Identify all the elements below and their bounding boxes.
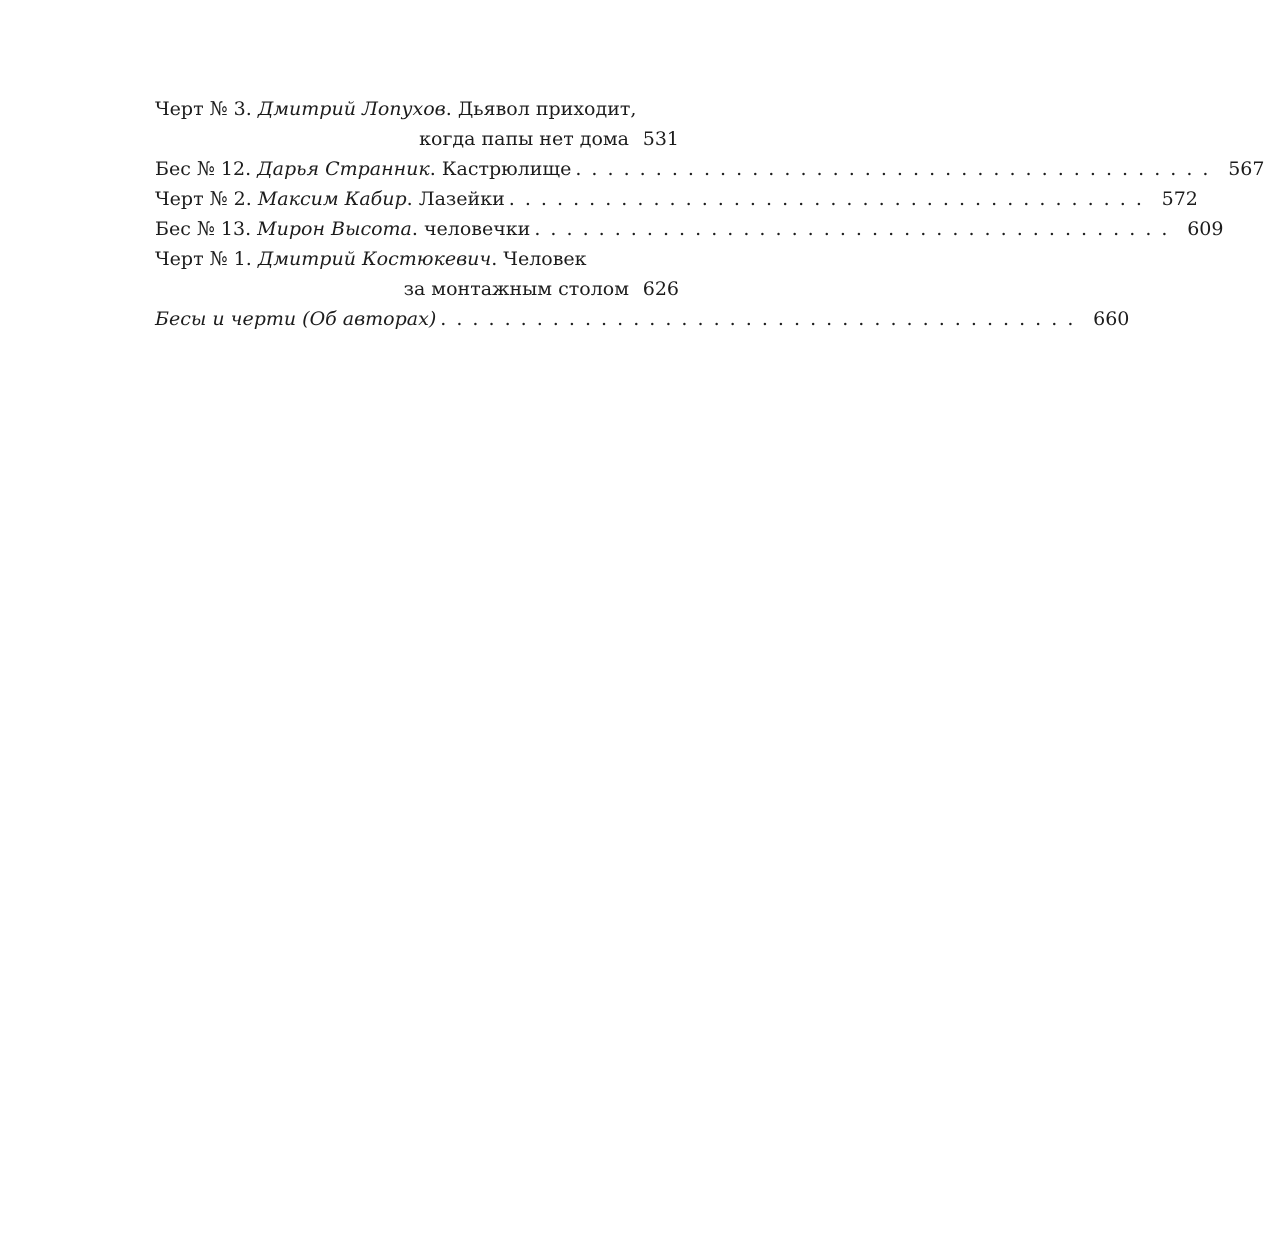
toc-entry[interactable]	[155, 154, 1264, 184]
entry-title: . человечки	[411, 218, 531, 240]
entry-title: . Человек	[491, 248, 587, 270]
entry-page-number: 660	[1093, 308, 1130, 330]
entry-title-continued: когда папы нет дома	[419, 128, 629, 150]
entry-title: . Кастрюлище	[429, 158, 572, 180]
entry-prefix: Бес № 12.	[155, 158, 258, 180]
entry-prefix: Черт № 2.	[155, 188, 258, 210]
toc-entry[interactable]	[155, 214, 1224, 244]
dot-leader: . . . . . . . . . . . . . . . . . . . . . . . . . . . . . . . . . . . . . . . .	[534, 218, 1170, 240]
entry-author: Дарья Странник	[257, 158, 430, 180]
entry-author: Мирон Высота	[257, 218, 412, 240]
toc-entry-line	[155, 184, 1198, 214]
entry-title: Бесы и черти (Об авторах)	[155, 308, 437, 330]
toc-entry-line	[155, 304, 1130, 334]
entry-page-number: 531	[642, 128, 679, 150]
entry-prefix: Бес № 13.	[155, 218, 258, 240]
entry-author: Максим Кабир	[257, 188, 407, 210]
table-of-contents	[155, 94, 1264, 334]
entry-page-number: 626	[642, 278, 679, 300]
entry-prefix: Черт № 1.	[155, 248, 258, 270]
toc-entry-line	[155, 214, 1224, 244]
entry-title-continued: за монтажным столом	[403, 278, 629, 300]
dot-leader: . . . . . . . . . . . . . . . . . . . . . . . . . . . . . . . . . . . . . . . .	[575, 158, 1211, 180]
toc-entry[interactable]	[155, 94, 679, 154]
toc-entry[interactable]	[155, 304, 1130, 334]
toc-entry-line	[155, 244, 679, 274]
dot-leader: . . . . . . . . . . . . . . . . . . . . . . . . . . . . . . . . . . . . . . . .	[440, 308, 1076, 330]
entry-page-number: 609	[1187, 218, 1224, 240]
entry-author: Дмитрий Лопухов	[257, 98, 446, 120]
entry-author: Дмитрий Костюкевич	[257, 248, 492, 270]
toc-entry[interactable]	[155, 184, 1198, 214]
toc-entry-line	[155, 94, 679, 124]
toc-entry-continuation	[155, 274, 679, 304]
entry-page-number: 572	[1161, 188, 1198, 210]
toc-entry[interactable]	[155, 244, 679, 304]
entry-page-number: 567	[1228, 158, 1264, 180]
dot-leader: . . . . . . . . . . . . . . . . . . . . . . . . . . . . . . . . . . . . . . . .	[508, 188, 1144, 210]
entry-prefix: Черт № 3.	[155, 98, 258, 120]
toc-entry-line	[155, 154, 1264, 184]
toc-entry-continuation	[155, 124, 679, 154]
entry-title: . Лазейки	[406, 188, 505, 210]
entry-title: . Дьявол приходит,	[445, 98, 637, 120]
